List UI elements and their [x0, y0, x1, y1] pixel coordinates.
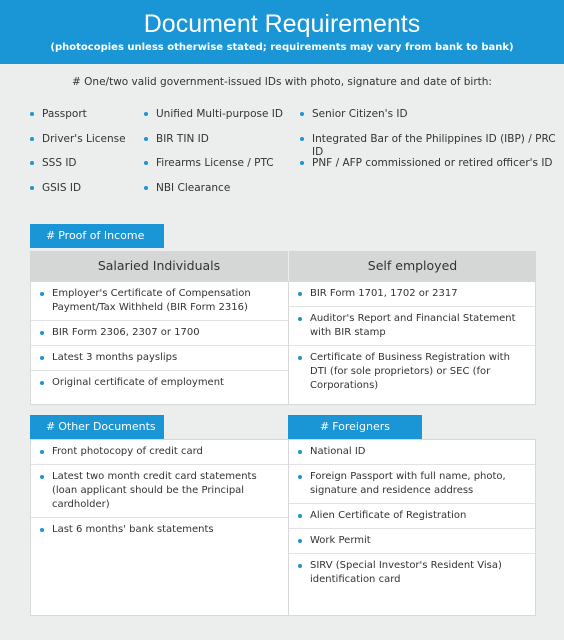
list-item: PNF / AFP commissioned or retired officer's ID — [300, 157, 564, 182]
tab-other-documents: # Other Documents — [30, 415, 164, 439]
salaried-box — [30, 281, 289, 405]
page-title: Document Requirements — [143, 10, 421, 38]
list-item: Integrated Bar of the Philippines ID (IBP) / PRC ID — [300, 133, 564, 158]
list-item: Latest two month credit card statements (loan applicant should be the Principal cardholder) — [31, 465, 288, 518]
tab-label: Proof of Income — [58, 229, 145, 242]
list-item: Latest 3 months payslips — [31, 346, 288, 371]
id-list-col2 — [144, 108, 283, 206]
self-employed-box — [288, 281, 536, 405]
list-item: Unified Multi-purpose ID — [144, 108, 283, 133]
foreigners-box — [288, 439, 536, 616]
list-item: Passport — [30, 108, 126, 133]
list-item: Work Permit — [289, 529, 535, 554]
list-item: Employer's Certificate of Compensation Payment/Tax Withheld (BIR Form 2316) — [31, 282, 288, 321]
salaried-heading: Salaried Individuals — [30, 251, 288, 281]
list-item: BIR Form 2306, 2307 or 1700 — [31, 321, 288, 346]
tab-label: Foreigners — [332, 420, 390, 433]
header-banner — [0, 0, 564, 64]
list-item: Certificate of Business Registration with DTI (for sole proprietors) or SEC (for Corporations) — [289, 346, 535, 398]
list-item: SIRV (Special Investor's Resident Visa) identification card — [289, 554, 535, 592]
list-item: SSS ID — [30, 157, 126, 182]
ids-intro: # One/two valid government-issued IDs with photo, signature and date of birth: — [72, 76, 492, 88]
id-list-col3 — [300, 108, 564, 182]
tab-foreigners: # Foreigners — [288, 415, 422, 439]
list-item: BIR Form 1701, 1702 or 2317 — [289, 282, 535, 307]
other-documents-box — [30, 439, 289, 616]
list-item: Driver's License — [30, 133, 126, 158]
list-item: Alien Certificate of Registration — [289, 504, 535, 529]
self-employed-heading: Self employed — [289, 251, 536, 281]
list-item: National ID — [289, 440, 535, 465]
list-item: NBI Clearance — [144, 182, 283, 207]
list-item: Firearms License / PTC — [144, 157, 283, 182]
page-subtitle: (photocopies unless otherwise stated; requirements may vary from bank to bank) — [50, 42, 514, 53]
list-item: GSIS ID — [30, 182, 126, 207]
tab-label: Other Documents — [58, 420, 156, 433]
id-list-col1 — [30, 108, 126, 206]
tab-proof-of-income: # Proof of Income — [30, 224, 164, 248]
list-item: BIR TIN ID — [144, 133, 283, 158]
list-item: Auditor's Report and Financial Statement with BIR stamp — [289, 307, 535, 346]
list-item: Original certificate of employment — [31, 371, 288, 395]
list-item: Last 6 months' bank statements — [31, 518, 288, 542]
list-item: Front photocopy of credit card — [31, 440, 288, 465]
list-item: Senior Citizen's ID — [300, 108, 564, 133]
list-item: Foreign Passport with full name, photo, signature and residence address — [289, 465, 535, 504]
